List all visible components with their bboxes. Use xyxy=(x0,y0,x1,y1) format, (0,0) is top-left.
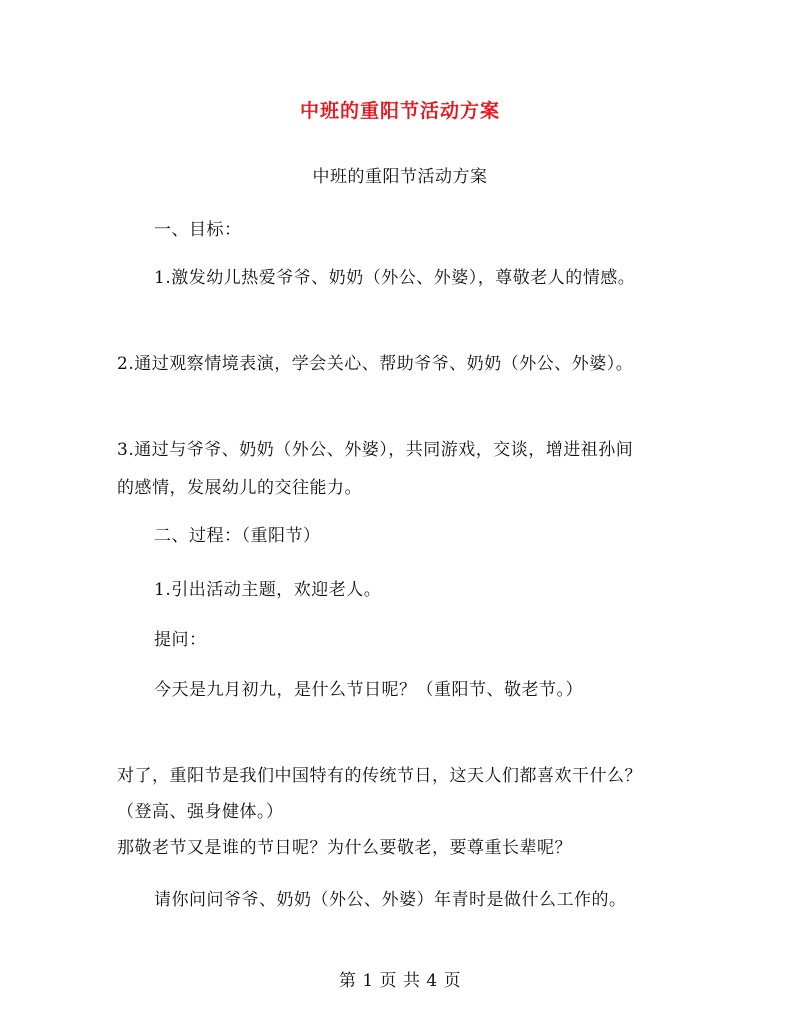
paragraph-question-label: 提问： xyxy=(154,630,207,650)
paragraph-goal-1: 1.激发幼儿热爱爷爷、奶奶（外公、外婆），尊敬老人的情感。 xyxy=(154,268,636,288)
paragraph-question-2-line-1: 对了，重阳节是我们中国特有的传统节日，这天人们都喜欢干什么？ xyxy=(117,766,642,786)
paragraph-question-2-line-2: （登高、强身健体。） xyxy=(117,802,284,822)
paragraph-goal-3-line-2: 的感情，发展幼儿的交往能力。 xyxy=(117,478,362,498)
document-subtitle: 中班的重阳节活动方案 xyxy=(312,167,488,187)
paragraph-question-1: 今天是九月初九，是什么节日呢？（重阳节、敬老节。） xyxy=(154,680,583,700)
paragraph-goal-3-line-1: 3.通过与爷爷、奶奶（外公、外婆），共同游戏，交谈，增进祖孙间 xyxy=(117,440,634,460)
section-heading-process: 二、过程：（重阳节） xyxy=(154,526,321,546)
page-footer: 第 1 页 共 4 页 xyxy=(338,971,462,991)
section-heading-goals: 一、目标： xyxy=(154,220,242,240)
paragraph-question-3: 那敬老节又是谁的节日呢？为什么要敬老，要尊重长辈呢？ xyxy=(117,838,572,858)
paragraph-question-4: 请你问问爷爷、奶奶（外公、外婆）年青时是做什么工作的。 xyxy=(154,890,627,910)
paragraph-process-1: 1.引出活动主题，欢迎老人。 xyxy=(154,580,382,600)
document-title: 中班的重阳节活动方案 xyxy=(299,100,500,122)
paragraph-goal-2: 2.通过观察情境表演，学会关心、帮助爷爷、奶奶（外公、外婆）。 xyxy=(117,354,634,374)
